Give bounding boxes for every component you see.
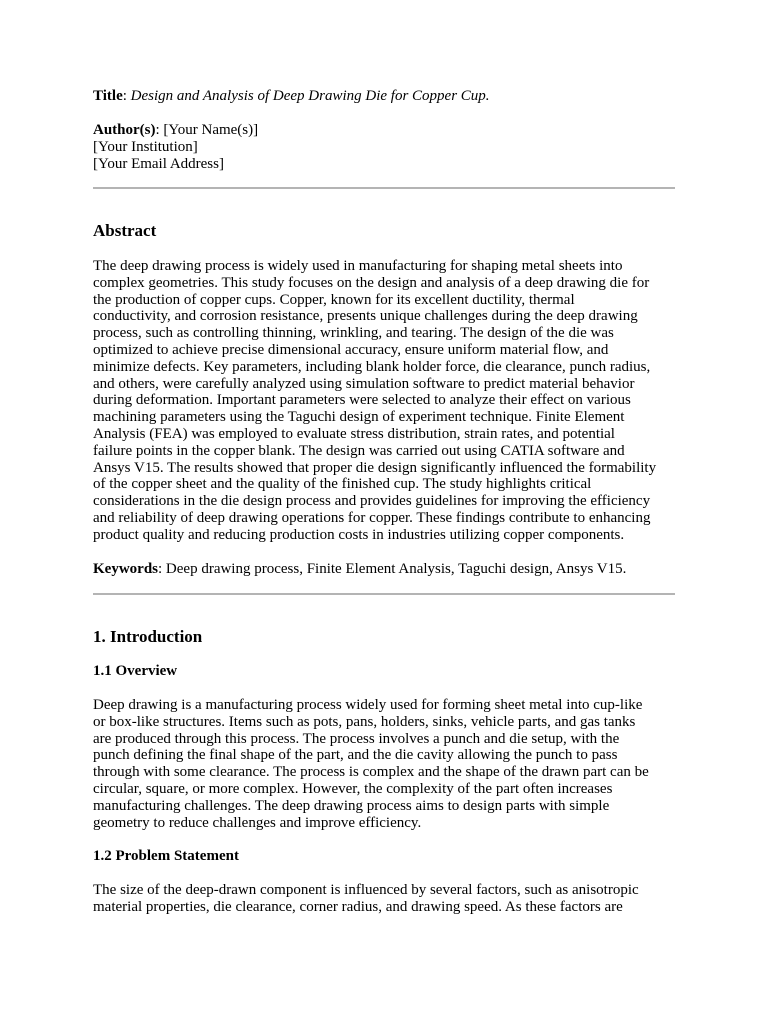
- abstract-line: and reliability of deep drawing operations for copper. These findings contribute to enhancing: [93, 509, 651, 526]
- overview-line: manufacturing challenges. The deep drawing process aims to design parts with simple: [93, 797, 610, 814]
- problem-statement-paragraph: [93, 882, 675, 916]
- abstract-line: product quality and reducing production costs in industries utilizing copper components.: [93, 526, 625, 543]
- overview-line: are produced through this process. The process involves a punch and die setup, with the: [93, 730, 620, 747]
- overview-line: or box-like structures. Items such as pots, pans, holders, sinks, vehicle parts, and gas tanks: [93, 713, 636, 730]
- abstract-line: complex geometries. This study focuses on the design and analysis of a deep drawing die for: [93, 274, 650, 291]
- abstract-line: considerations in the die design process and provides guidelines for improving the efficiency: [93, 493, 651, 510]
- horizontal-divider: [93, 187, 675, 189]
- abstract-line: minimize defects. Key parameters, including blank holder force, die clearance, punch radius,: [93, 358, 651, 375]
- email-line: [Your Email Address]: [93, 156, 224, 172]
- abstract-line: of the copper sheet and the quality of the finished cup. The study highlights critical: [93, 476, 592, 493]
- problem-statement-heading: 1.2 Problem Statement: [93, 848, 239, 864]
- authors-value: [Your Name(s)]: [163, 122, 259, 138]
- overview-line: circular, square, or more complex. However, the complexity of the part often increases: [93, 780, 613, 797]
- keywords-label: Keywords: [93, 561, 158, 577]
- title-label: Title: [93, 88, 123, 104]
- abstract-line: during deformation. Important parameters were selected to analyze their effect on various: [93, 392, 631, 409]
- abstract-line: the production of copper cups. Copper, known for its excellent ductility, thermal: [93, 291, 575, 308]
- keywords-separator: :: [158, 561, 166, 577]
- introduction-heading: 1. Introduction: [93, 627, 203, 646]
- title-value: Design and Analysis of Deep Drawing Die for Copper Cup.: [130, 88, 490, 104]
- abstract-line: process, such as controlling thinning, wrinkling, and tearing. The design of the die was: [93, 325, 614, 342]
- overview-line: punch defining the final shape of the part, and the die cavity allowing the punch to pass: [93, 747, 618, 764]
- overview-heading: 1.1 Overview: [93, 663, 178, 679]
- keywords-value: Deep drawing process, Finite Element Analysis, Taguchi design, Ansys V15.: [165, 561, 627, 577]
- problem-line: The size of the deep-drawn component is influenced by several factors, such as anisotropic: [93, 882, 639, 898]
- keywords-line: [93, 561, 626, 578]
- abstract-heading: Abstract: [93, 221, 157, 240]
- abstract-line: Analysis (FEA) was employed to evaluate stress distribution, strain rates, and potential: [93, 425, 615, 442]
- paper-title: [93, 88, 490, 105]
- overview-line: through with some clearance. The process is complex and the shape of the drawn part can be: [93, 764, 649, 781]
- authors-separator: :: [155, 122, 164, 138]
- abstract-line: The deep drawing process is widely used in manufacturing for shaping metal sheets into: [93, 258, 623, 274]
- abstract-line: and others, were carefully analyzed using simulation software to predict material behavior: [93, 375, 635, 392]
- institution-line: [Your Institution]: [93, 139, 198, 155]
- horizontal-divider: [93, 593, 675, 595]
- overview-line: Deep drawing is a manufacturing process widely used for forming sheet metal into cup-like: [93, 697, 643, 713]
- overview-paragraph: [93, 697, 675, 831]
- abstract-paragraph: [93, 258, 675, 544]
- abstract-line: Ansys V15. The results showed that proper die design significantly influenced the formability: [93, 459, 657, 476]
- overview-line: geometry to reduce challenges and improve efficiency.: [93, 814, 422, 831]
- abstract-line: failure points in the copper blank. The design was carried out using CATIA software and: [93, 442, 625, 459]
- abstract-line: machining parameters using the Taguchi design of experiment technique. Finite Element: [93, 409, 625, 426]
- problem-line: material properties, die clearance, corner radius, and drawing speed. As these factors are: [93, 898, 623, 915]
- abstract-line: conductivity, and corrosion resistance, presents unique challenges during the deep drawing: [93, 308, 638, 325]
- title-separator: :: [122, 88, 131, 104]
- authors-label: Author(s): [93, 122, 156, 138]
- authors-line: [93, 122, 258, 139]
- abstract-line: optimized to achieve precise dimensional accuracy, ensure uniform material flow, and: [93, 341, 609, 358]
